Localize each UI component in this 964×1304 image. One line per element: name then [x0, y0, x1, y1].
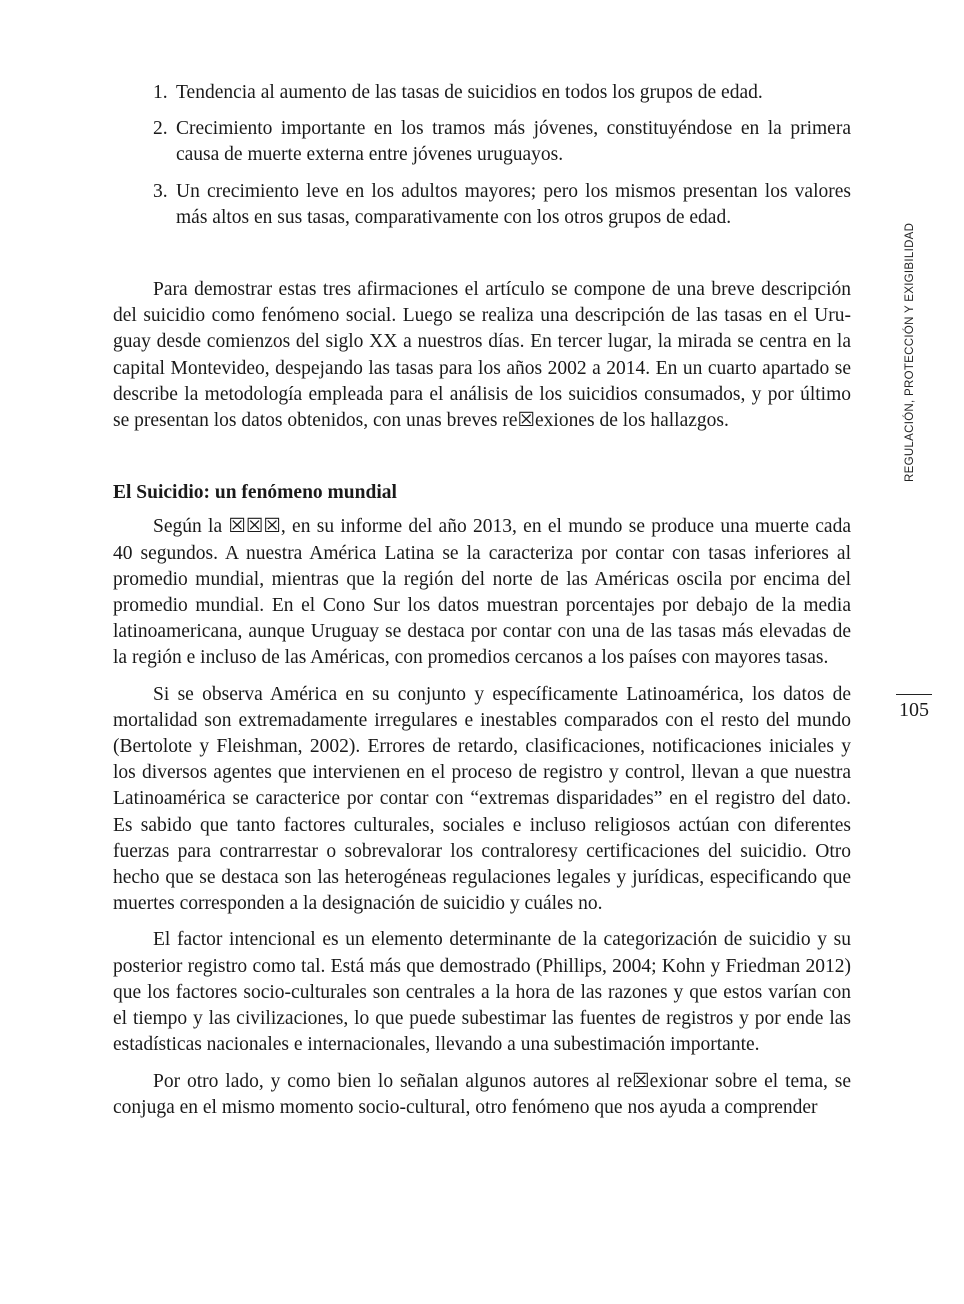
list-item — [113, 80, 851, 106]
intro-paragraph: Para demostrar estas tres afirmaciones el artículo se compone de una breve descripción del suicidio como fenómeno social. Luego se realiza una descripción de las tasas en el Uruguay desde comienzos del siglo XX a nuestros días. En tercer lugar, la mirada se centra en la capital Montevideo, despejando las tasas para los años 2002 a 2014. En un cuarto apartado se describe la metodología empleada para el análisis de los suicidios consumados, y por último se presentan los datos obtenidos, con unas breves re☒exiones de los hallazgos. — [113, 279, 851, 432]
list-item-number: 3. — [153, 180, 168, 202]
body-paragraph: El factor intencional es un elemento determinante de la categorización de suicidio y su posterior registro como tal. Está más que demostrado (Phillips, 2004; Kohn y Friedman 2012) que los factores socio-culturales son centrales a la hora de las razones y que estos varían con el tiempo y las civilizaciones, lo que puede subestimar las fuentes de registros y por ende las estadísticas nacionales e internacionales, llevando a una subestimación importante. — [113, 929, 851, 1056]
body-paragraph: Según la ☒☒☒, en su informe del año 2013, en el mundo se produce una muerte cada 40 segundos. A nuestra América Latina se la caracteriza por contar con tasas inferiores al promedio mundial, mientras que la región del norte de las Américas oscila por encima del promedio mundial. En el Cono Sur los datos muestran porcentajes por debajo de la media latinoamericana, aunque Uruguay se destaca por contar con una de las tasas más elevadas de la región e incluso de las Américas, con promedios cercanos a los países con mayores tasas. — [113, 516, 851, 669]
page-body — [113, 80, 851, 1131]
numbered-list — [113, 80, 851, 231]
body-paragraph: Si se observa América en su conjunto y específicamente Latinoamérica, los datos de mortalidad son extremadamente irregulares e inestables comparados con el resto del mundo (Bertolote y Fleishman, 2002). Errores de retardo, clasificaciones, notificaciones iniciales y los diversos agentes que intervienen en el proceso de registro y control, llevan a que nuestra Latinoamérica se caracterice por contar con “extremas disparidades” en el registro del dato. Es sabido que tanto factores culturales, sociales e incluso religiosos actúan con diferentes fuerzas para contrarrestar o sobrevalorar los contraloresy certificaciones del suicidio. Otro hecho que se destaca son las heterogéneas regulaciones legales y jurídicas, especificando que muertes corresponden a la designación de suicidio y cuáles no. — [113, 683, 851, 915]
list-item — [113, 179, 851, 231]
list-item — [113, 116, 851, 168]
body-paragraph: Por otro lado, y como bien lo señalan algunos autores al re☒exionar sobre el tema, se conjuga en el mismo momento socio-cultural, otro fenómeno que nos ayuda a comprender — [113, 1070, 851, 1118]
page-number: 105 — [899, 699, 929, 721]
running-section-label: REGULACIÓN, PROTECCIÓN Y EXIGIBILIDAD — [904, 222, 916, 482]
list-item-number: 1. — [153, 82, 168, 103]
list-item-number: 2. — [153, 118, 168, 140]
list-item-text: Crecimiento importante en los tramos más jóvenes, constituyéndose en la primera causa de muerte externa entre jóvenes uruguayos. — [176, 118, 851, 166]
list-item-text: Un crecimiento leve en los adultos mayores; pero los mismos presentan los valores más altos en sus tasas, comparativamente con los otros grupos de edad. — [176, 180, 851, 228]
list-item-text: Tendencia al aumento de las tasas de suicidios en todos los grupos de edad. — [176, 82, 763, 103]
section-heading: El Suicidio: un fenómeno mundial — [113, 482, 397, 504]
page-number-rule — [896, 694, 932, 695]
